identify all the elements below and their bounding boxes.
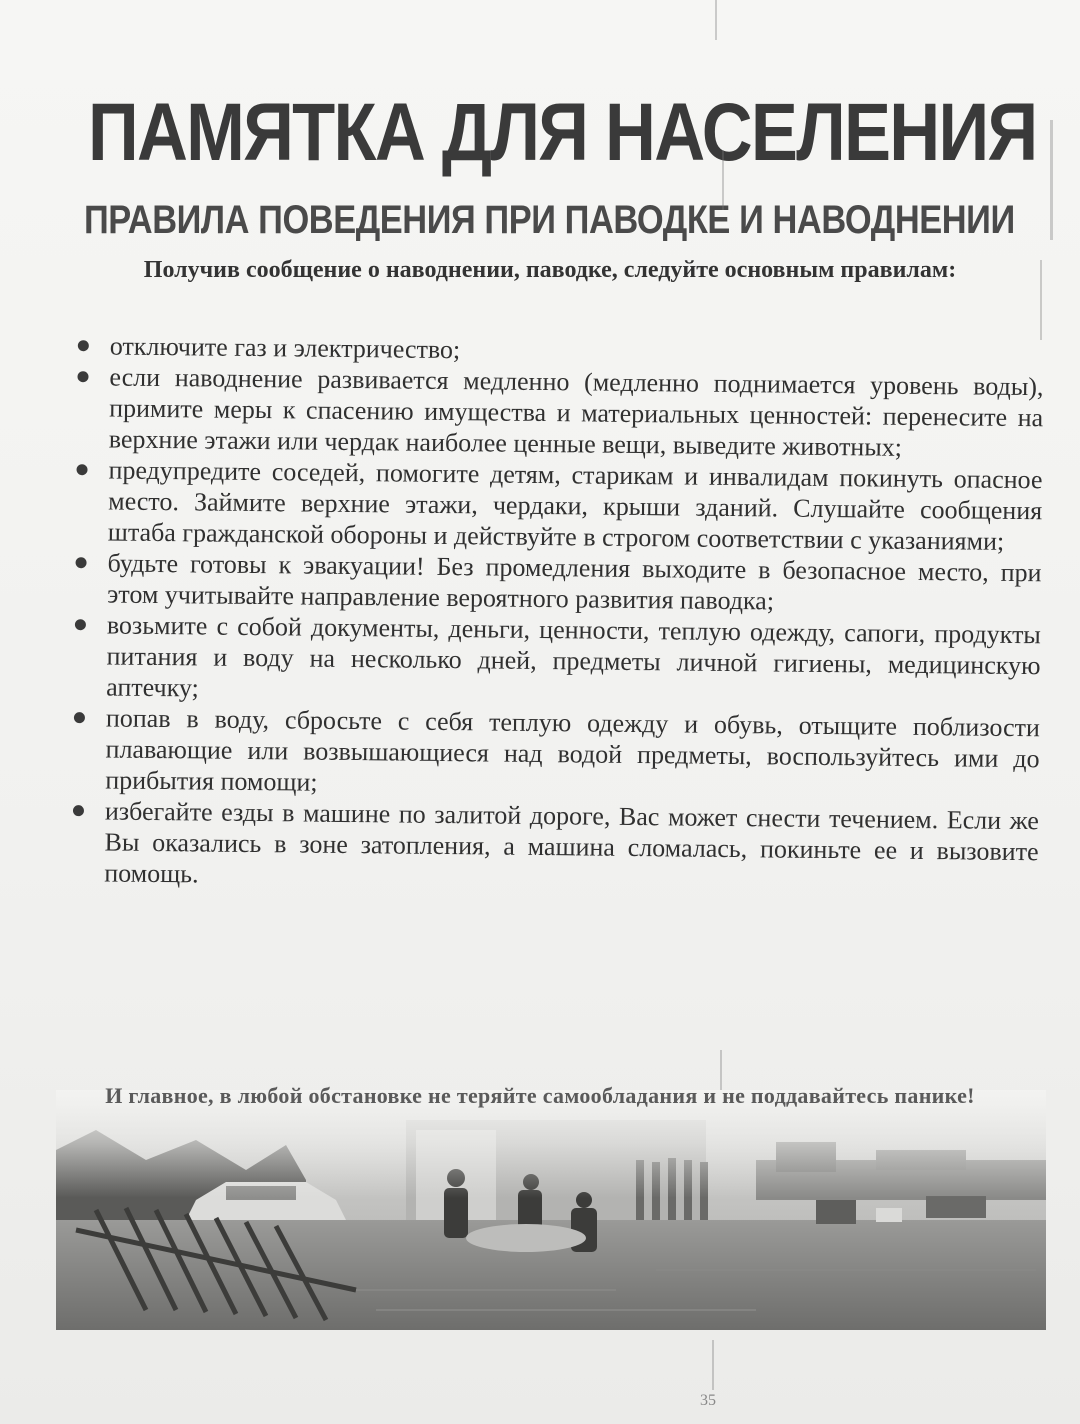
- list-item: [58, 795, 1039, 898]
- closing-note: И главное, в любой обстановке не теряйте самообладания и не поддавайтесь панике!: [105, 1083, 975, 1108]
- rule-text: отключите газ и электричество;: [109, 331, 461, 365]
- list-item: [60, 609, 1041, 712]
- bullet-icon: [73, 805, 84, 816]
- rule-text: будьте готовы к эвакуации! Без промедления выходите в безопасное место, при этом учитывайте направление вероятного развития паводка;: [107, 548, 1042, 616]
- rule-text: попав в воду, сбросьте с себя теплую одежду и обувь, отыщите поблизости плавающие или возвышающиеся над водой предметы, воспользуйтесь ими до прибытия помощи;: [105, 703, 1041, 797]
- document-title: ПАМЯТКА ДЛЯ НАСЕЛЕНИЯ: [88, 87, 1037, 178]
- page-number: 35: [700, 1392, 716, 1409]
- rule-text: предупредите соседей, помогите детям, старикам и инвалидам покинуть опасное место. Займите верхние этажи, чердаки, крыши зданий. Слушайте сообщения штаба гражданской обороны и действуйте в строгом соответствии с указаниями;: [107, 455, 1043, 556]
- bullet-icon: [76, 557, 87, 568]
- bullet-icon: [74, 712, 85, 723]
- list-item: [63, 361, 1044, 464]
- rule-text: возьмите с собой документы, деньги, ценности, теплую одежду, сапоги, продукты питания и воду на несколько дней, предметы личной гигиены, медицинскую аптечку;: [106, 610, 1042, 703]
- bullet-icon: [77, 371, 88, 382]
- bullet-icon: [76, 464, 87, 475]
- flood-photo: [56, 1090, 1046, 1330]
- list-item: [61, 547, 1042, 619]
- list-item: [59, 702, 1040, 805]
- rules-list: [58, 330, 1044, 898]
- intro-paragraph: Получив сообщение о наводнении, паводке, следуйте основным правилам:: [143, 257, 957, 283]
- rule-text: если наводнение развивается медленно (медленно поднимается уровень воды), примите меры к спасению имущества и материальных ценностей: перенесите на верхние этажи или чердак наиболее ценные вещи, выведите животных;: [108, 362, 1044, 462]
- list-item: [62, 454, 1043, 557]
- bullet-icon: [75, 619, 86, 630]
- document-subtitle: ПРАВИЛА ПОВЕДЕНИЯ ПРИ ПАВОДКЕ И НАВОДНЕНИИ: [84, 198, 1015, 242]
- rule-text: избегайте езды в машине по залитой дороге, Вас может снести течением. Если же Вы оказались в зоне затопления, а машина сломалась, покиньте ее и вызовите помощь.: [104, 796, 1040, 889]
- bullet-icon: [78, 340, 89, 351]
